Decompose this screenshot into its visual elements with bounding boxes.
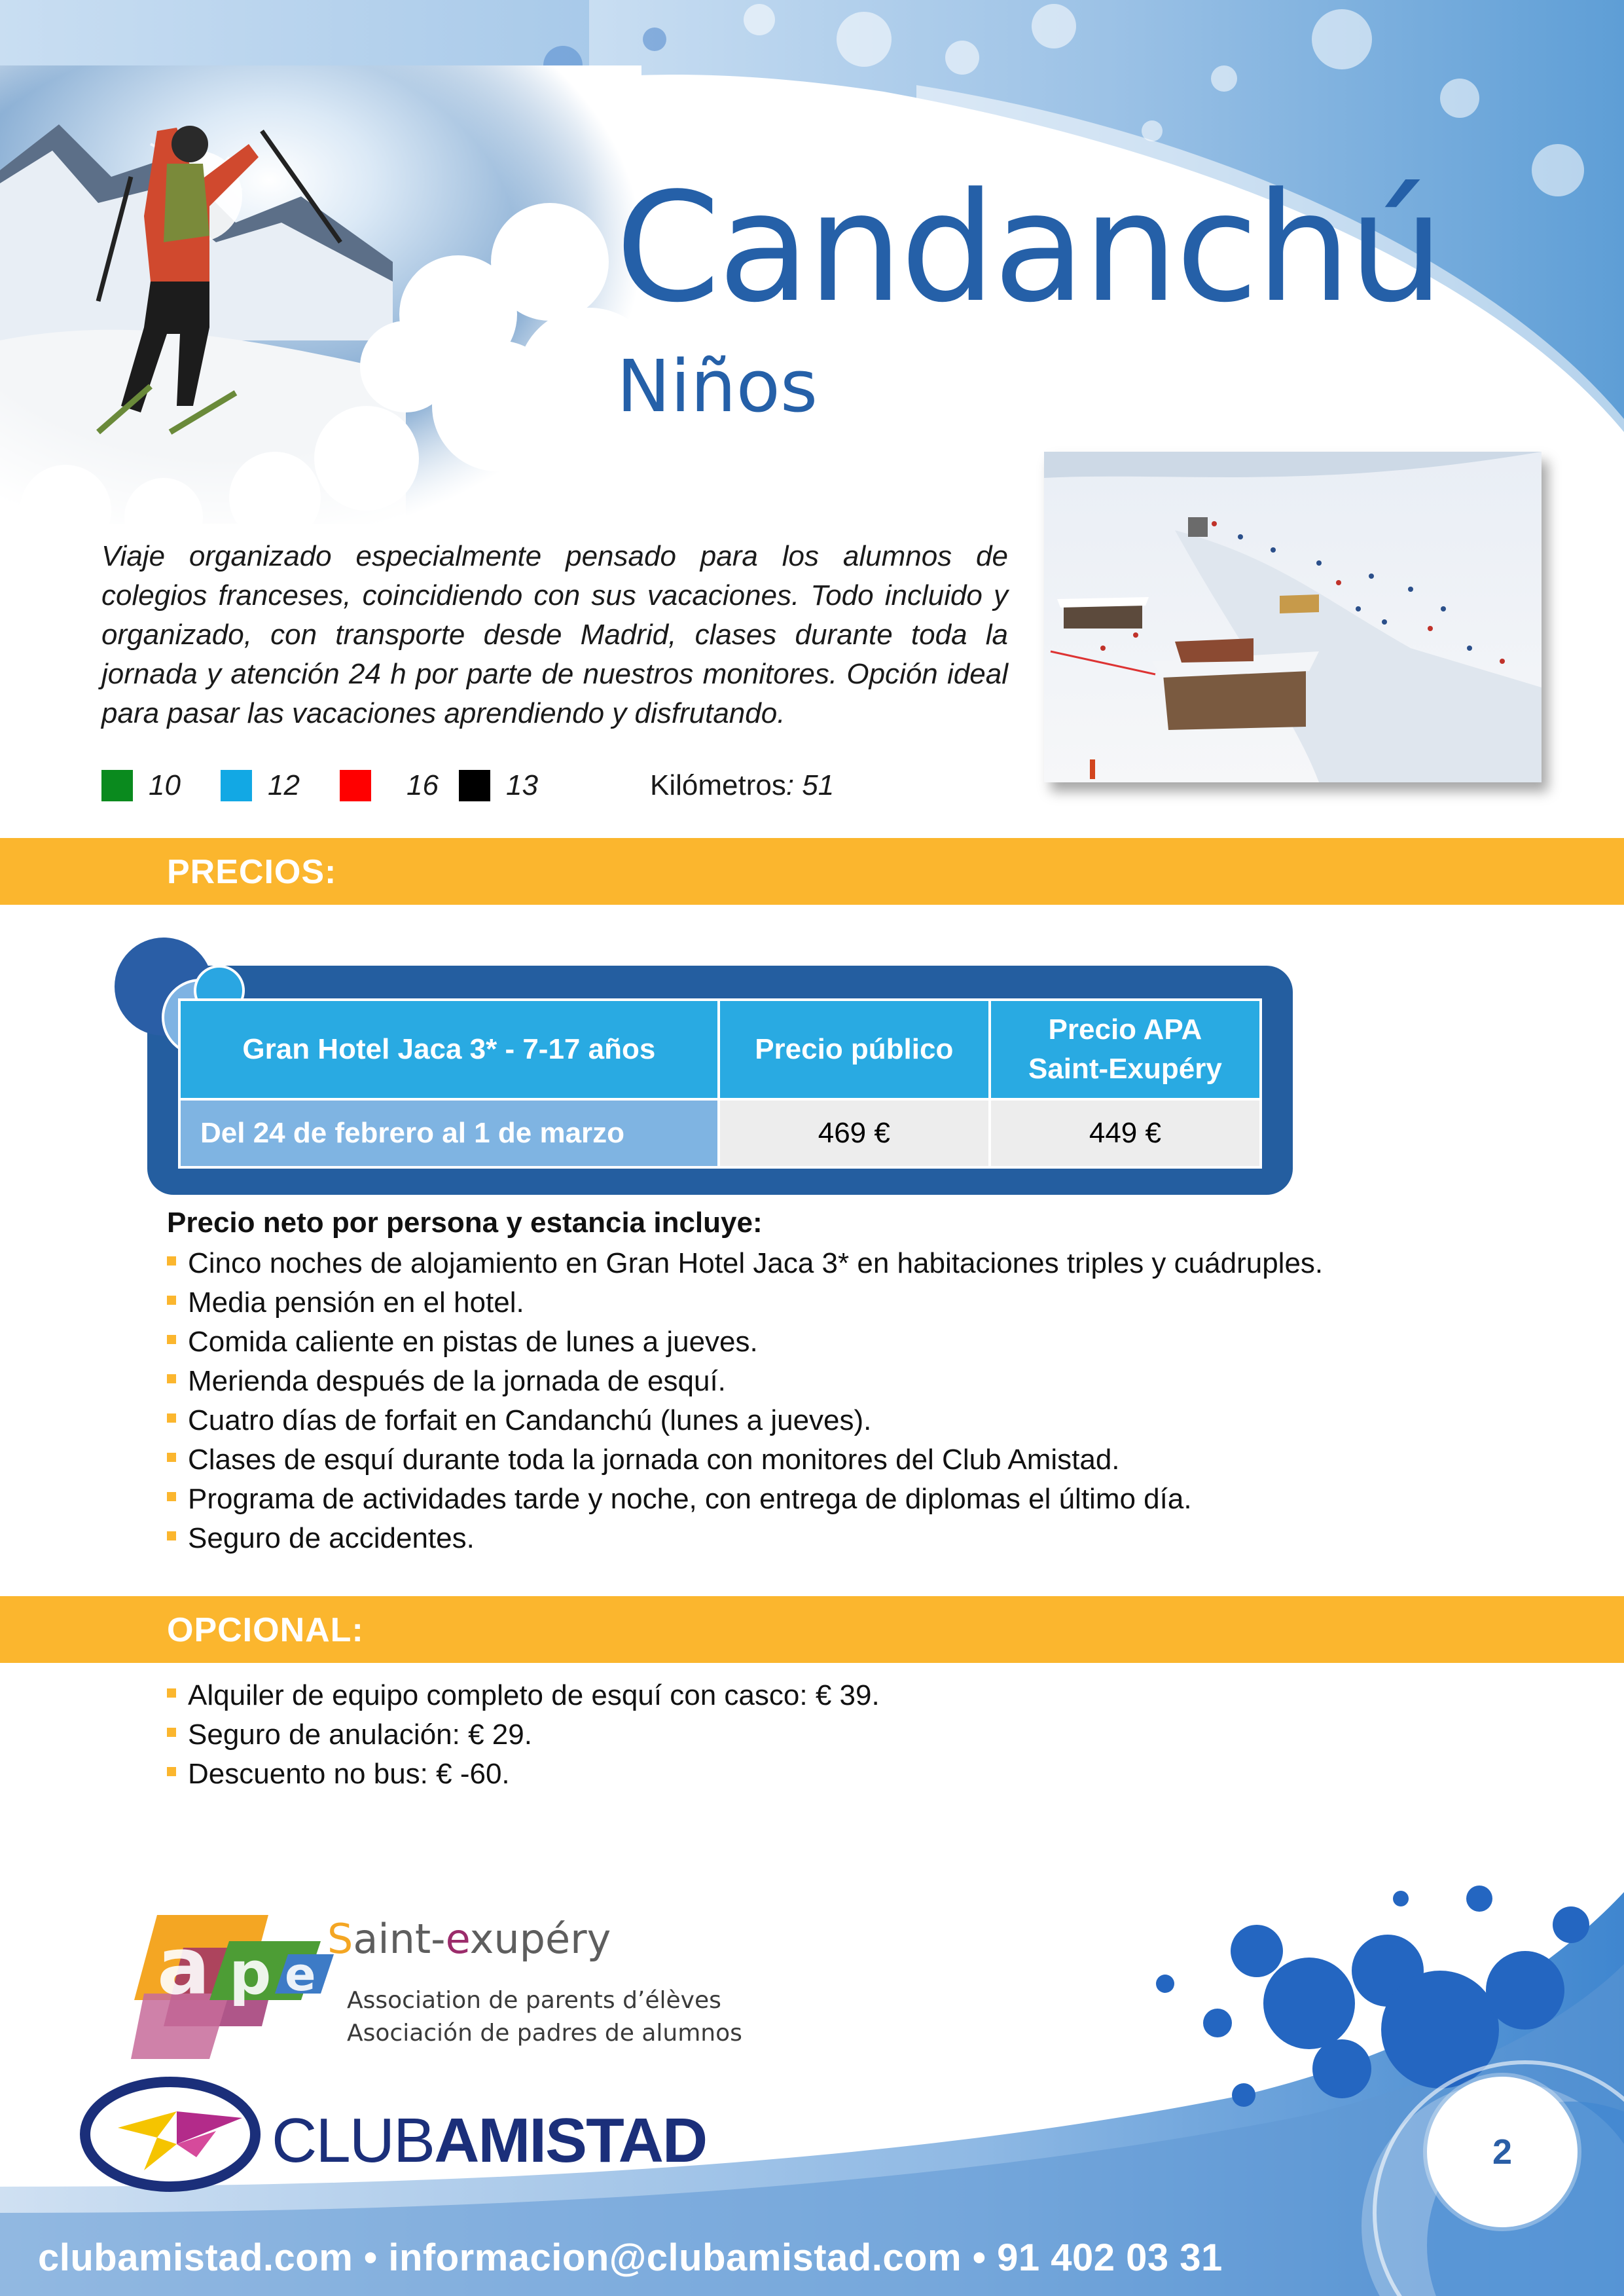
page-subtitle: Niños (617, 344, 818, 428)
includes-heading: Precio neto por persona y estancia incluye: (167, 1207, 763, 1239)
list-item: Descuento no bus: € -60. (167, 1755, 880, 1794)
page-title: Candanchú (615, 161, 1442, 336)
hotel-header: Gran Hotel Jaca 3* - 7-17 años (179, 1000, 719, 1099)
price-table (178, 998, 1262, 1169)
apa-price-header-line1: Precio APA (1048, 1013, 1202, 1046)
list-item: Seguro de accidentes. (167, 1519, 1323, 1558)
price-table-header-row (179, 1000, 1261, 1099)
list-item: Merienda después de la jornada de esquí. (167, 1362, 1323, 1401)
opcional-section-title: OPCIONAL: (167, 1611, 364, 1649)
dates-cell: Del 24 de febrero al 1 de marzo (179, 1099, 719, 1167)
ski-slope-photo (1044, 452, 1542, 782)
apa-price-header-line2: Saint-Exupéry (1028, 1053, 1222, 1085)
bullet-icon (167, 1531, 176, 1540)
ape-line-1: Association de parents d’élèves (347, 1987, 721, 2014)
bullet-icon (167, 1492, 176, 1501)
list-item: Programa de actividades tarde y noche, con entrega de diplomas el último día. (167, 1480, 1323, 1519)
bullet-icon (167, 1688, 176, 1698)
list-item: Cinco noches de alojamiento en Gran Hotel Jaca 3* en habitaciones triples y cuádruples. (167, 1244, 1323, 1283)
club-amistad-wordmark: CLUBAMISTAD (272, 2105, 707, 2176)
red-slope-count: 16 (406, 769, 439, 801)
apa-price-cell: 449 € (990, 1099, 1261, 1167)
bullet-icon (167, 1296, 176, 1305)
ape-line-2: Asociación de padres de alumnos (347, 2020, 742, 2047)
ape-letter-p: p (229, 1939, 272, 2008)
intro-paragraph: Viaje organizado especialmente pensado para los alumnos de colegios franceses, coincidiendo con sus vacaciones. Todo incluido y organizado, con transporte desde Madrid, clases durante toda la jornada y atención 24 h por parte de nuestros monitores. Opción ideal para pasar las vacaciones aprendiendo y disfrutando. (101, 540, 1008, 729)
kilometers (650, 769, 834, 802)
includes-list (167, 1244, 1323, 1558)
ape-letter-e: e (285, 1948, 316, 2001)
apa-price-header (990, 1000, 1261, 1099)
public-price-cell: 469 € (719, 1099, 990, 1167)
green-slope-count: 10 (149, 769, 181, 801)
black-slope-count: 13 (506, 769, 538, 801)
green-slope-swatch (101, 770, 133, 801)
optional-list (167, 1676, 880, 1794)
blue-slope-count: 12 (268, 769, 300, 801)
black-slope-swatch (459, 770, 490, 801)
kilometers-label: Kilómetros (650, 769, 786, 801)
list-item: Comida caliente en pistas de lunes a jueves. (167, 1322, 1323, 1362)
bullet-icon (167, 1256, 176, 1266)
kilometers-value: : 51 (785, 769, 835, 801)
club-amistad-logo (79, 2072, 707, 2196)
bullet-icon (167, 1413, 176, 1423)
list-item: Alquiler de equipo completo de esquí con casco: € 39. (167, 1676, 880, 1715)
club-amistad-emblem (79, 2072, 262, 2196)
bullet-icon (167, 1728, 176, 1737)
table-row (179, 1099, 1261, 1167)
red-slope-swatch (340, 770, 371, 801)
slopes-legend (101, 766, 834, 805)
blue-slope-swatch (221, 770, 252, 801)
bullet-icon (167, 1453, 176, 1462)
bullet-icon (167, 1335, 176, 1344)
skier-photo (0, 65, 641, 524)
list-item: Clases de esquí durante toda la jornada con monitores del Club Amistad. (167, 1440, 1323, 1480)
bullet-icon (167, 1374, 176, 1383)
precios-section-bar (0, 838, 1624, 905)
list-item: Media pensión en el hotel. (167, 1283, 1323, 1322)
list-item: Cuatro días de forfait en Candanchú (lunes a jueves). (167, 1401, 1323, 1440)
footer-contact: clubamistad.com • informacion@clubamistad.com • 91 402 03 31 (38, 2236, 1223, 2279)
ape-saint-exupery-logo (131, 1902, 742, 2066)
public-price-header: Precio público (719, 1000, 990, 1099)
ape-letter-a: a (157, 1922, 210, 2013)
page-number-badge: 2 (1427, 2077, 1578, 2227)
opcional-section-bar (0, 1596, 1624, 1663)
ape-title: Saint-exupéry (327, 1915, 611, 1963)
precios-section-title: PRECIOS: (167, 853, 337, 891)
list-item: Seguro de anulación: € 29. (167, 1715, 880, 1755)
bullet-icon (167, 1767, 176, 1776)
